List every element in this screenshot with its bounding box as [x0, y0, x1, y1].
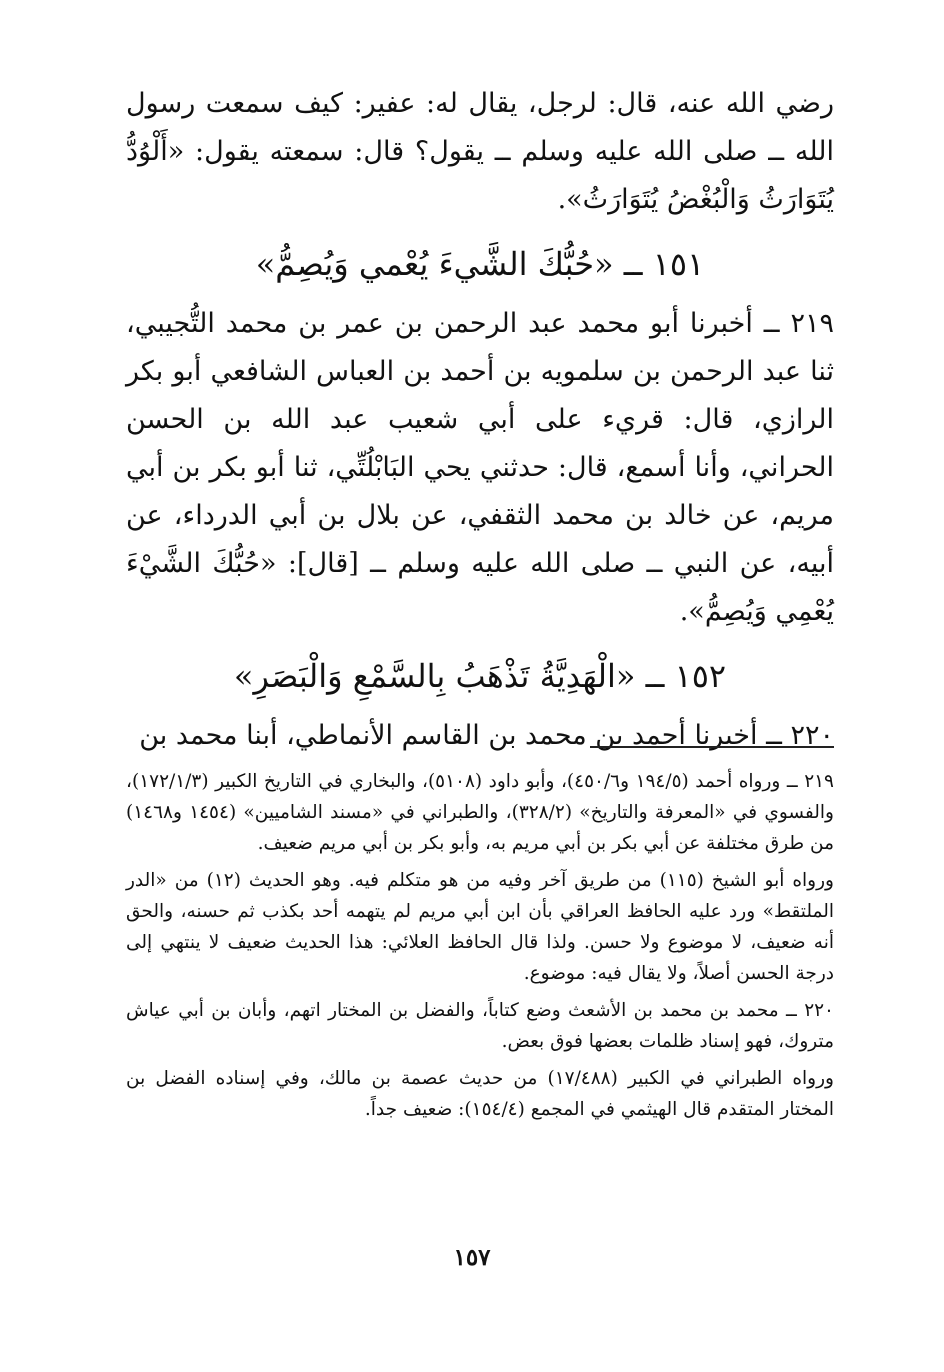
footnote-219-part1: ٢١٩ ــ ورواه أحمد (١٩٤/٥ و٤٥٠/٦)، وأبو داود (٥١٠٨)، والبخاري في التاريخ الكبير (١٧٢/١/٣)، والفسوي في «المعرفة والتاريخ» (٣٢٨/٢)، والطبراني في «مسند الشاميين» (١٤٥٤ و١٤٦٨) من طرق مختلفة عن أبي بكر بن أبي مريم به، وأبو بكر بن أبي مريم ضعيف. [126, 771, 834, 854]
footnote-220-part1: ٢٢٠ ــ محمد بن محمد بن الأشعث وضع كتاباً، والفضل بن المختار اتهم، وأبان بن أبي عياش متروك، فهو إسناد ظلمات بعضها فوق بعض. [126, 1000, 834, 1052]
footnote-220-part2: ورواه الطبراني في الكبير (١٧/٤٨٨) من حديث عصمة بن مالك، وفي إسناده الفضل بن المختار المتقدم قال الهيثمي في المجمع (١٥٤/٤): ضعيف جداً. [126, 1068, 834, 1120]
footnote-219-part2: ورواه أبو الشيخ (١١٥) من طريق آخر وفيه من هو متكلم فيه. وهو الحديث (١٢) من «الدر الملتقط» ورد عليه الحافظ العراقي بأن ابن أبي مريم لم يتهمه أحد بكذب ثم حسنه، والحق أنه ضعيف، لا موضوع ولا حسن. ولذا قال الحافظ العلائي: هذا الحديث ضعيف لا ينتهي إلى درجة الحسن أصلاً، ولا يقال فيه: موضوع. [126, 870, 834, 984]
chapter-heading-151: ١٥١ ــ «حُبُّكَ الشَّيءَ يُعْمي وَيُصِمُّ» [255, 245, 705, 283]
hadith-219: ٢١٩ ــ أخبرنا أبو محمد عبد الرحمن بن عمر بن محمد التُّجيبي، ثنا عبد الرحمن بن سلمويه بن أحمد بن العباس الشافعي أبو بكر الرازي، قال: قريء على أبي شعيب عبد الله بن الحسن الحراني، وأنا أسمع، قال: حدثني يحي البَابْلُتِّي، ثنا أبو بكر بن أبي مريم، عن خالد بن محمد الثقفي، عن بلال بن أبي الدرداء، عن أبيه، عن النبي ــ صلى الله عليه وسلم ــ [قال]: «حُبُّكَ الشَّيْءَ يُعْمِي وَيُصِمُّ». [126, 308, 834, 627]
hadith-220: ٢٢٠ ــ أخبرنا أحمد بن محمد بن القاسم الأنماطي، أبنا محمد بن [139, 720, 834, 751]
footnotes [126, 766, 834, 1131]
footnote-separator [590, 746, 834, 748]
page-number: ١٥٧ [453, 1244, 491, 1271]
intro-paragraph: رضي الله عنه، قال: لرجل، يقال له: عفير: كيف سمعت رسول الله ــ صلى الله عليه وسلم ــ يقول؟ قال: سمعته يقول: «أَلْوُدُّ يُتَوَارَثُ وَالْبُغْضُ يُتَوَارَثُ». [126, 88, 834, 215]
chapter-heading-152: ١٥٢ ــ «الْهَدِيَّةُ تَذْهَبُ بِالسَّمْعِ وَالْبَصَرِ» [233, 657, 727, 695]
main-text [126, 80, 834, 760]
